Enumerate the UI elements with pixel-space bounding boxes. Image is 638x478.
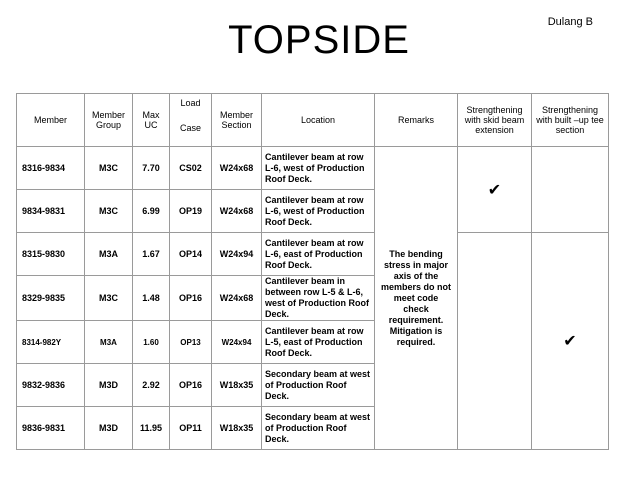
cell-section: W24x68	[212, 276, 262, 321]
cell-uc: 1.60	[133, 321, 170, 364]
cell-member: 9834-9831	[17, 190, 85, 233]
checkmark-icon: ✔	[563, 333, 577, 350]
header-member-group: Member Group	[85, 94, 133, 147]
cell-strength-skid	[458, 147, 532, 233]
cell-uc: 7.70	[133, 147, 170, 190]
header-max-uc: Max UC	[133, 94, 170, 147]
header-strength-skid: Strengthening with skid beam extension	[458, 94, 532, 147]
table-header-row	[17, 94, 609, 147]
cell-section: W24x94	[212, 233, 262, 276]
cell-location: Cantilever beam at row L-6, west of Production Roof Deck.	[262, 190, 375, 233]
cell-uc: 1.67	[133, 233, 170, 276]
header-location: Location	[262, 94, 375, 147]
members-table	[16, 93, 609, 450]
page-title: TOPSIDE	[228, 18, 410, 62]
cell-member: 8329-9835	[17, 276, 85, 321]
cell-group: M3A	[85, 233, 133, 276]
cell-strength-tee-empty	[532, 147, 609, 233]
cell-load-case: OP16	[170, 364, 212, 407]
cell-remarks: The bending stress in major axis of the members do not meet code check requirement. Mitigation is required.	[375, 147, 458, 450]
cell-location: Cantilever beam in between row L-5 & L-6, west of Production Roof Deck.	[262, 276, 375, 321]
header-load-case	[170, 94, 212, 147]
cell-group: M3D	[85, 407, 133, 450]
cell-load-case: OP11	[170, 407, 212, 450]
cell-group: M3C	[85, 190, 133, 233]
header-member: Member	[17, 94, 85, 147]
cell-load-case: OP19	[170, 190, 212, 233]
cell-uc: 6.99	[133, 190, 170, 233]
cell-location: Secondary beam at west of Production Roof Deck.	[262, 364, 375, 407]
checkmark-icon: ✔	[487, 181, 502, 199]
cell-location: Cantilever beam at row L-5, east of Production Roof Deck.	[262, 321, 375, 364]
cell-section: W24x68	[212, 190, 262, 233]
cell-load-case: CS02	[170, 147, 212, 190]
header-load-case-bottom: Case	[179, 123, 201, 133]
cell-load-case: OP13	[170, 321, 212, 364]
cell-load-case: OP14	[170, 233, 212, 276]
cell-group: M3C	[85, 147, 133, 190]
cell-strength-tee	[532, 233, 609, 450]
cell-load-case: OP16	[170, 276, 212, 321]
cell-group: M3A	[85, 321, 133, 364]
cell-group: M3D	[85, 364, 133, 407]
cell-uc: 11.95	[133, 407, 170, 450]
cell-section: W18x35	[212, 364, 262, 407]
cell-uc: 1.48	[133, 276, 170, 321]
header-load-case-top: Load	[180, 98, 201, 108]
cell-uc: 2.92	[133, 364, 170, 407]
table-row	[17, 233, 609, 276]
header-remarks: Remarks	[375, 94, 458, 147]
header-member-section: Member Section	[212, 94, 262, 147]
cell-member: 8315-9830	[17, 233, 85, 276]
cell-location: Cantilever beam at row L-6, west of Production Roof Deck.	[262, 147, 375, 190]
cell-section: W18x35	[212, 407, 262, 450]
cell-member: 9832-9836	[17, 364, 85, 407]
table-row	[17, 147, 609, 190]
cell-member: 9836-9831	[17, 407, 85, 450]
cell-member: 8314-982Y	[17, 321, 85, 364]
cell-strength-skid-empty	[458, 233, 532, 450]
cell-section: W24x68	[212, 147, 262, 190]
cell-location: Cantilever beam at row L-6, east of Production Roof Deck.	[262, 233, 375, 276]
cell-location: Secondary beam at west of Production Roof Deck.	[262, 407, 375, 450]
cell-group: M3C	[85, 276, 133, 321]
cell-section: W24x94	[212, 321, 262, 364]
cell-member: 8316-9834	[17, 147, 85, 190]
header-strength-tee: Strengthening with built –up tee section	[532, 94, 609, 147]
platform-label: Dulang B	[547, 16, 593, 28]
